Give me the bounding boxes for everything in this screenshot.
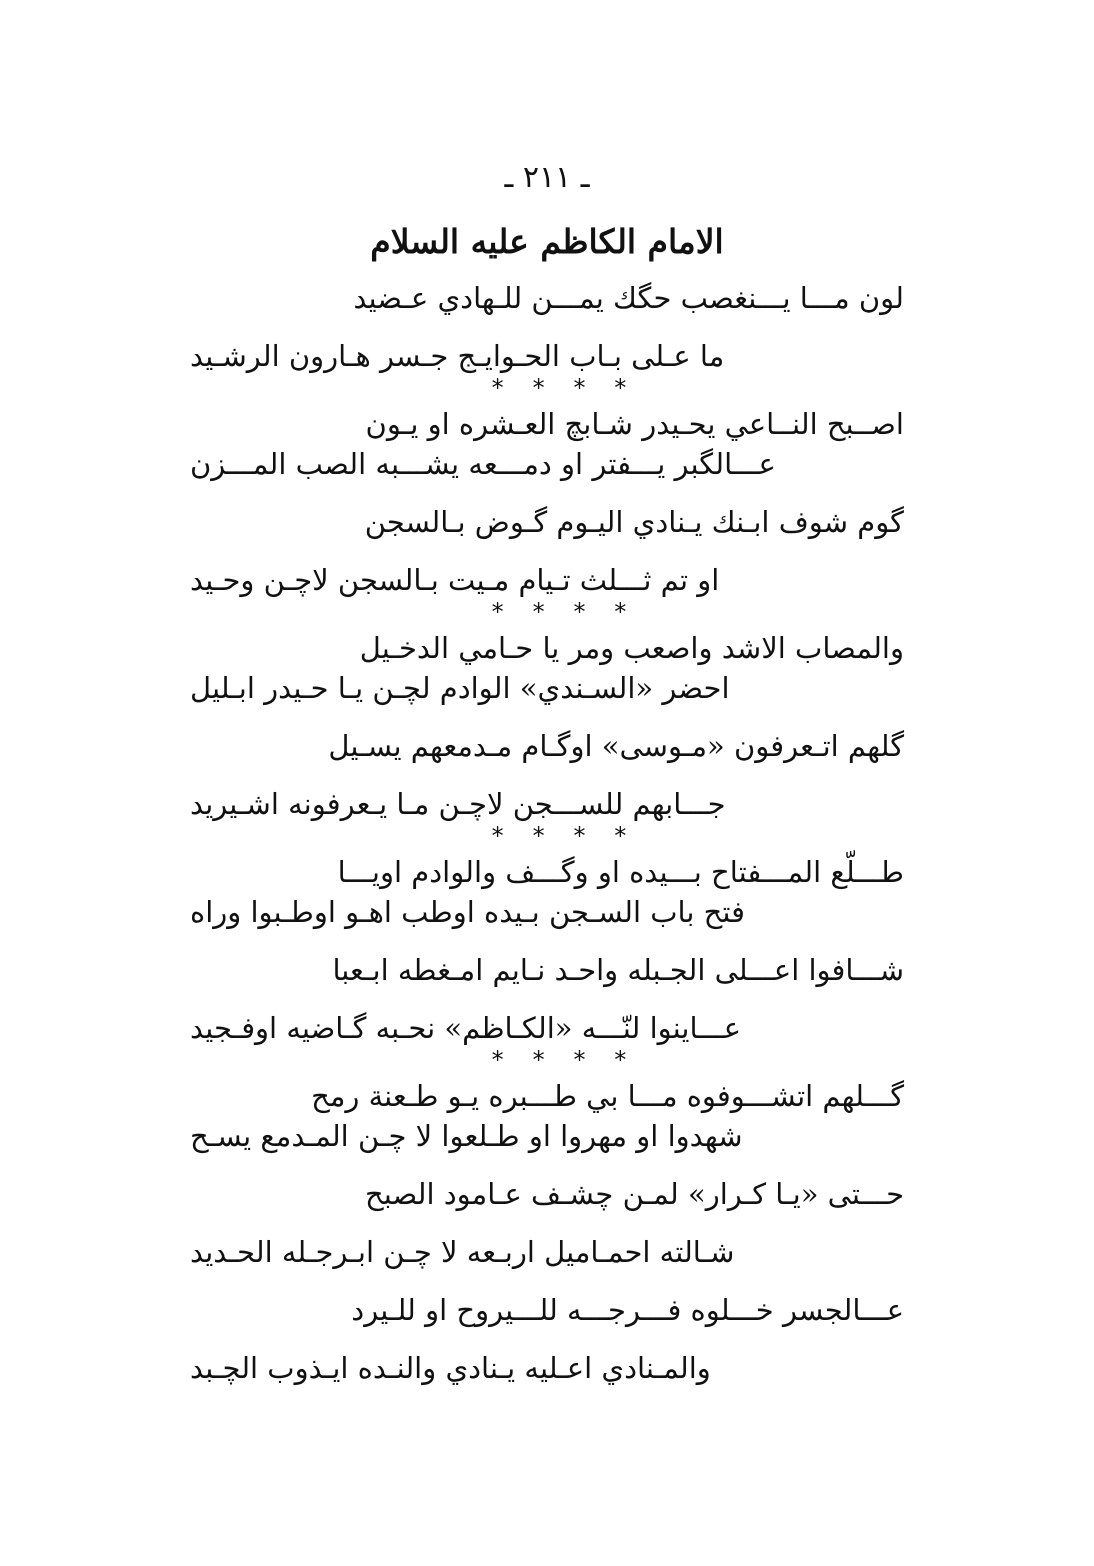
page-title: الامام الكاظم عليه السلام	[370, 222, 724, 261]
poem-line: گوم شوف ابـنك يـنادي اليـوم گـوض بـالسجن	[364, 505, 904, 539]
poem-line: عـــالجسر خـــلوه فـــرجـــه للـــيروح او للـيرد	[351, 1293, 904, 1327]
poem-line: فتح باب السـجن بـيده اوطب اهـو اوطـبوا وراه	[190, 895, 745, 929]
stanza-separator: * * * *	[490, 598, 634, 626]
poem-line: شهدوا او مهروا او طـلعوا لا چـن المـدمع يسـح	[190, 1119, 743, 1153]
stanza-separator: * * * *	[490, 822, 634, 850]
poem-line: گـــلهم اتشـــوفوه مـــا بي طـــبره يـو طـعنة رمح	[311, 1079, 904, 1113]
poem-line: عـــاينوا لنّـــه «الكـاظم» نحـبه گـاضيه اوفـجيد	[190, 1011, 742, 1045]
poem-line: شـالته احمـاميل اربـعه لا چـن ابـرجـله الحـديد	[190, 1235, 735, 1269]
stanza-separator: * * * *	[490, 1046, 634, 1074]
poem-line: لون مـــا يـــنغصب حگك يمـــن للـهادي عـضيد	[353, 281, 904, 315]
poem-line: طـــلّع المـــفتاح بـــيده او وگـــف والوادم اويـــا	[337, 855, 904, 889]
poem-line: جـــابهم للســـجن لاچـن مـا يـعرفونه اشـيريد	[190, 787, 726, 821]
poem-line: اصــبح النــاعي يحـيدر شـابچ العـشره او يـون	[365, 407, 904, 441]
poem-line: ما عـلى بـاب الحـوايـج جـسر هـارون الرشـيد	[190, 339, 725, 373]
stanza-separator: * * * *	[490, 374, 634, 402]
poem-line: عـــالگبر يـــفتر او دمـــعه يشـــبه الصب المـــزن	[190, 447, 776, 481]
page-number: ـ ٢١١ ـ	[504, 160, 590, 195]
poem-line: شـــافوا اعـــلى الجـبله واحـد نـايم امـغطه ابـعبا	[332, 953, 904, 987]
poem-line: حـــتى «يـا كـرار» لمـن چشـف عـامود الصبح	[365, 1177, 904, 1211]
poem-line: احضر «السـندي» الوادم لچـن يـا حـيدر ابـليل	[190, 671, 730, 705]
poem-line: او تم ثـــلث تـيام مـيت بـالسجن لاچـن وحـيد	[190, 563, 720, 597]
poem-line: گلهم اتـعرفون «مـوسى» اوگـام مـدمعهم يسـيل	[328, 729, 904, 763]
poem	[180, 280, 904, 1386]
poem-line: والمـنادي اعـليه يـنادي والنـده ايـذوب الچـبد	[190, 1351, 711, 1385]
poem-line: والمصاب الاشد واصعب ومر يا حـامي الدخـيل	[359, 631, 904, 665]
